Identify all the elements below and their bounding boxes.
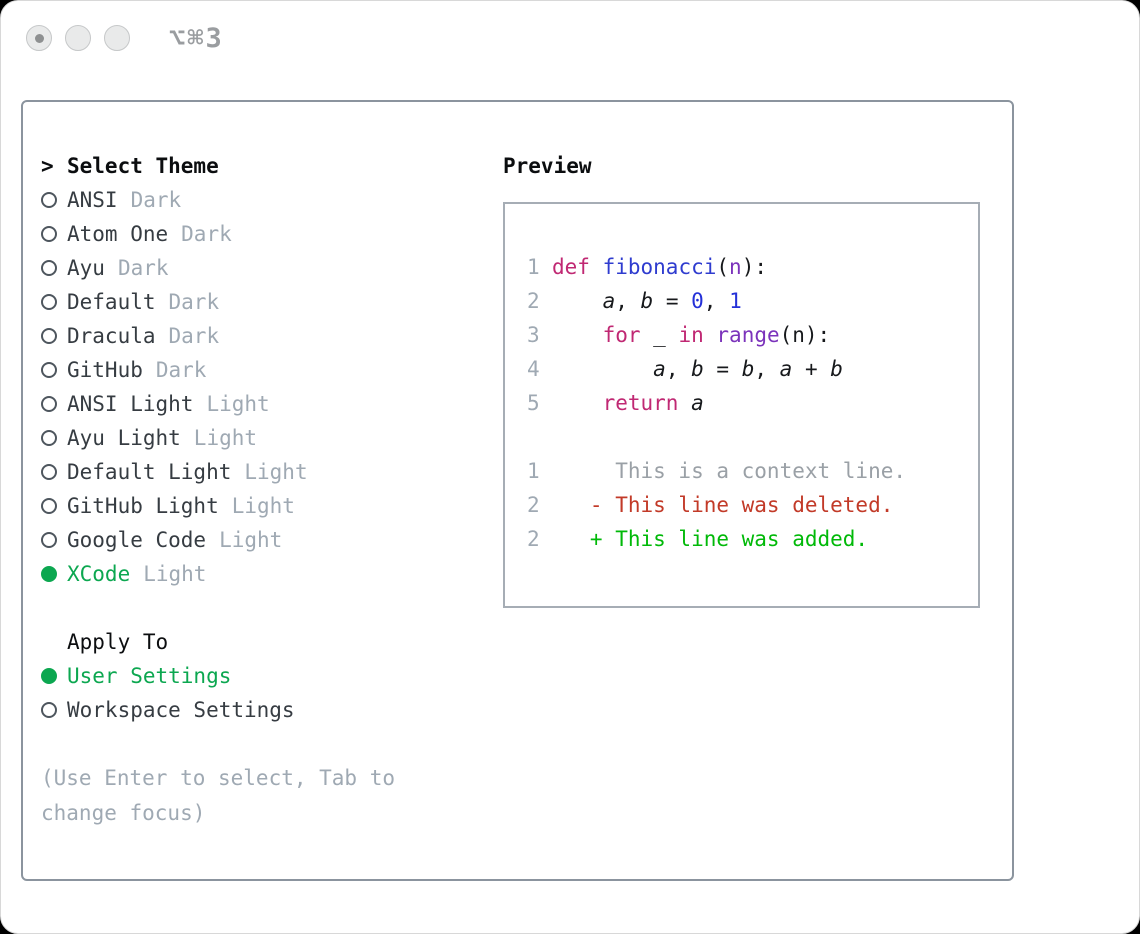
code-token: fibonacci	[602, 255, 717, 279]
line-number: 2	[527, 493, 540, 517]
code-token	[590, 255, 603, 279]
apply-to-label: Apply To	[67, 630, 169, 654]
code-preview-box	[503, 202, 980, 608]
code-token: _	[640, 323, 679, 347]
radio-selected-icon	[41, 668, 57, 684]
line-number: 2	[527, 527, 540, 551]
code-token: =	[703, 357, 742, 381]
code-token: a	[779, 357, 793, 381]
apply-option-user-settings[interactable]	[41, 659, 503, 693]
select-theme-header	[41, 149, 503, 183]
option-label: XCode	[67, 562, 131, 586]
theme-option-xcode[interactable]	[41, 557, 503, 591]
code-token	[678, 391, 691, 415]
keyboard-hint: (Use Enter to select, Tab to change focus)	[41, 766, 396, 825]
code-token: in	[678, 323, 704, 347]
diff-line-del	[527, 488, 978, 522]
theme-option-ayu[interactable]	[41, 251, 503, 285]
code-token	[552, 289, 603, 313]
option-label: Dracula	[67, 324, 156, 348]
line-number: 1	[527, 255, 540, 279]
apply-to-list	[41, 659, 503, 727]
theme-variant-tag: Light	[193, 426, 258, 450]
theme-option-github[interactable]	[41, 353, 503, 387]
radio-unselected-icon	[41, 430, 57, 446]
theme-variant-tag: Dark	[181, 222, 232, 246]
blank-line	[527, 420, 978, 454]
code-token: 0	[691, 289, 704, 313]
theme-variant-tag: Dark	[168, 290, 220, 314]
theme-option-dracula[interactable]	[41, 319, 503, 353]
code-token: b	[640, 289, 654, 313]
window-close-button[interactable]	[26, 25, 52, 51]
code-token: ):	[741, 255, 767, 279]
titlebar	[1, 1, 1139, 75]
code-token: (n):	[779, 323, 831, 347]
option-label: User Settings	[67, 664, 232, 688]
theme-list	[41, 183, 503, 591]
theme-variant-tag: Light	[219, 528, 283, 552]
code-token	[552, 357, 653, 381]
line-number: 1	[527, 459, 540, 483]
code-line	[527, 386, 978, 420]
diff-text: This is a context line.	[552, 459, 907, 483]
code-line	[527, 250, 978, 284]
window-title: ⌥⌘3	[169, 22, 224, 54]
option-label: Google Code	[67, 528, 207, 552]
apply-option-workspace-settings[interactable]	[41, 693, 503, 727]
option-label: GitHub Light	[67, 494, 219, 518]
option-label: GitHub	[67, 358, 143, 382]
diff-line-ctx	[527, 454, 978, 488]
code-token: ,	[615, 289, 641, 313]
option-label: Ayu	[67, 256, 105, 280]
theme-option-ansi[interactable]	[41, 183, 503, 217]
radio-unselected-icon	[41, 294, 57, 310]
code-line	[527, 284, 978, 318]
radio-unselected-icon	[41, 532, 57, 548]
theme-option-default-light[interactable]	[41, 455, 503, 489]
theme-option-ayu-light[interactable]	[41, 421, 503, 455]
code-line	[527, 318, 978, 352]
code-token: range	[716, 323, 780, 347]
code-token: a	[653, 357, 666, 381]
radio-unselected-icon	[41, 464, 57, 480]
radio-unselected-icon	[41, 498, 57, 514]
preview-title: Preview	[503, 154, 592, 178]
code-token	[552, 323, 603, 347]
option-label: Ayu Light	[67, 426, 181, 450]
code-token	[552, 391, 603, 415]
radio-unselected-icon	[41, 192, 57, 208]
code-token: a	[602, 289, 616, 313]
theme-picker-panel	[21, 100, 1014, 881]
window-zoom-button[interactable]	[104, 25, 130, 51]
radio-unselected-icon	[41, 260, 57, 276]
radio-unselected-icon	[41, 328, 57, 344]
select-theme-title: Select Theme	[67, 154, 219, 178]
line-number: 5	[527, 391, 540, 415]
code-token: b	[830, 357, 843, 381]
option-label: Default	[67, 290, 156, 314]
theme-option-ansi-light[interactable]	[41, 387, 503, 421]
theme-variant-tag: Light	[231, 494, 295, 518]
code-token: ,	[703, 289, 730, 313]
prompt-icon: >	[41, 154, 54, 178]
code-token: (	[716, 255, 730, 279]
theme-variant-tag: Dark	[117, 256, 169, 280]
code-token	[704, 323, 717, 347]
line-number: 4	[527, 357, 540, 381]
code-token: ,	[665, 357, 692, 381]
radio-selected-icon	[41, 566, 57, 582]
window-minimize-button[interactable]	[65, 25, 91, 51]
theme-option-google-code[interactable]	[41, 523, 503, 557]
theme-variant-tag: Light	[244, 460, 308, 484]
radio-unselected-icon	[41, 226, 57, 242]
line-number: 2	[527, 289, 540, 313]
code-token: b	[691, 357, 704, 381]
theme-variant-tag: Dark	[130, 188, 182, 212]
code-token: ,	[754, 357, 780, 381]
option-label: Default Light	[67, 460, 232, 484]
radio-unselected-icon	[41, 362, 57, 378]
radio-unselected-icon	[41, 396, 57, 412]
code-token: +	[792, 357, 831, 381]
code-token: def	[552, 255, 590, 279]
theme-option-atom-one[interactable]	[41, 217, 503, 251]
preview-section	[503, 149, 1012, 879]
code-token: b	[741, 357, 755, 381]
code-token: for	[602, 323, 641, 347]
code-token: a	[691, 391, 704, 415]
theme-variant-tag: Light	[206, 392, 270, 416]
theme-variant-tag: Dark	[155, 358, 207, 382]
theme-variant-tag: Dark	[168, 324, 220, 348]
option-label: ANSI Light	[67, 392, 194, 416]
option-label: Workspace Settings	[67, 698, 295, 722]
code-token: =	[653, 289, 692, 313]
theme-option-default[interactable]	[41, 285, 503, 319]
theme-option-github-light[interactable]	[41, 489, 503, 523]
active-window-dot-icon	[35, 34, 44, 43]
line-number: 3	[527, 323, 540, 347]
theme-list-section	[41, 149, 503, 879]
option-label: ANSI	[67, 188, 118, 212]
option-label: Atom One	[67, 222, 169, 246]
code-token: n	[729, 255, 742, 279]
diff-text: + This line was added.	[552, 527, 869, 551]
diff-line-add	[527, 522, 978, 556]
radio-unselected-icon	[41, 702, 57, 718]
code-line	[527, 352, 978, 386]
theme-variant-tag: Light	[143, 562, 207, 586]
diff-text: - This line was deleted.	[552, 493, 894, 517]
code-token: return	[602, 391, 679, 415]
code-token: 1	[729, 289, 742, 313]
